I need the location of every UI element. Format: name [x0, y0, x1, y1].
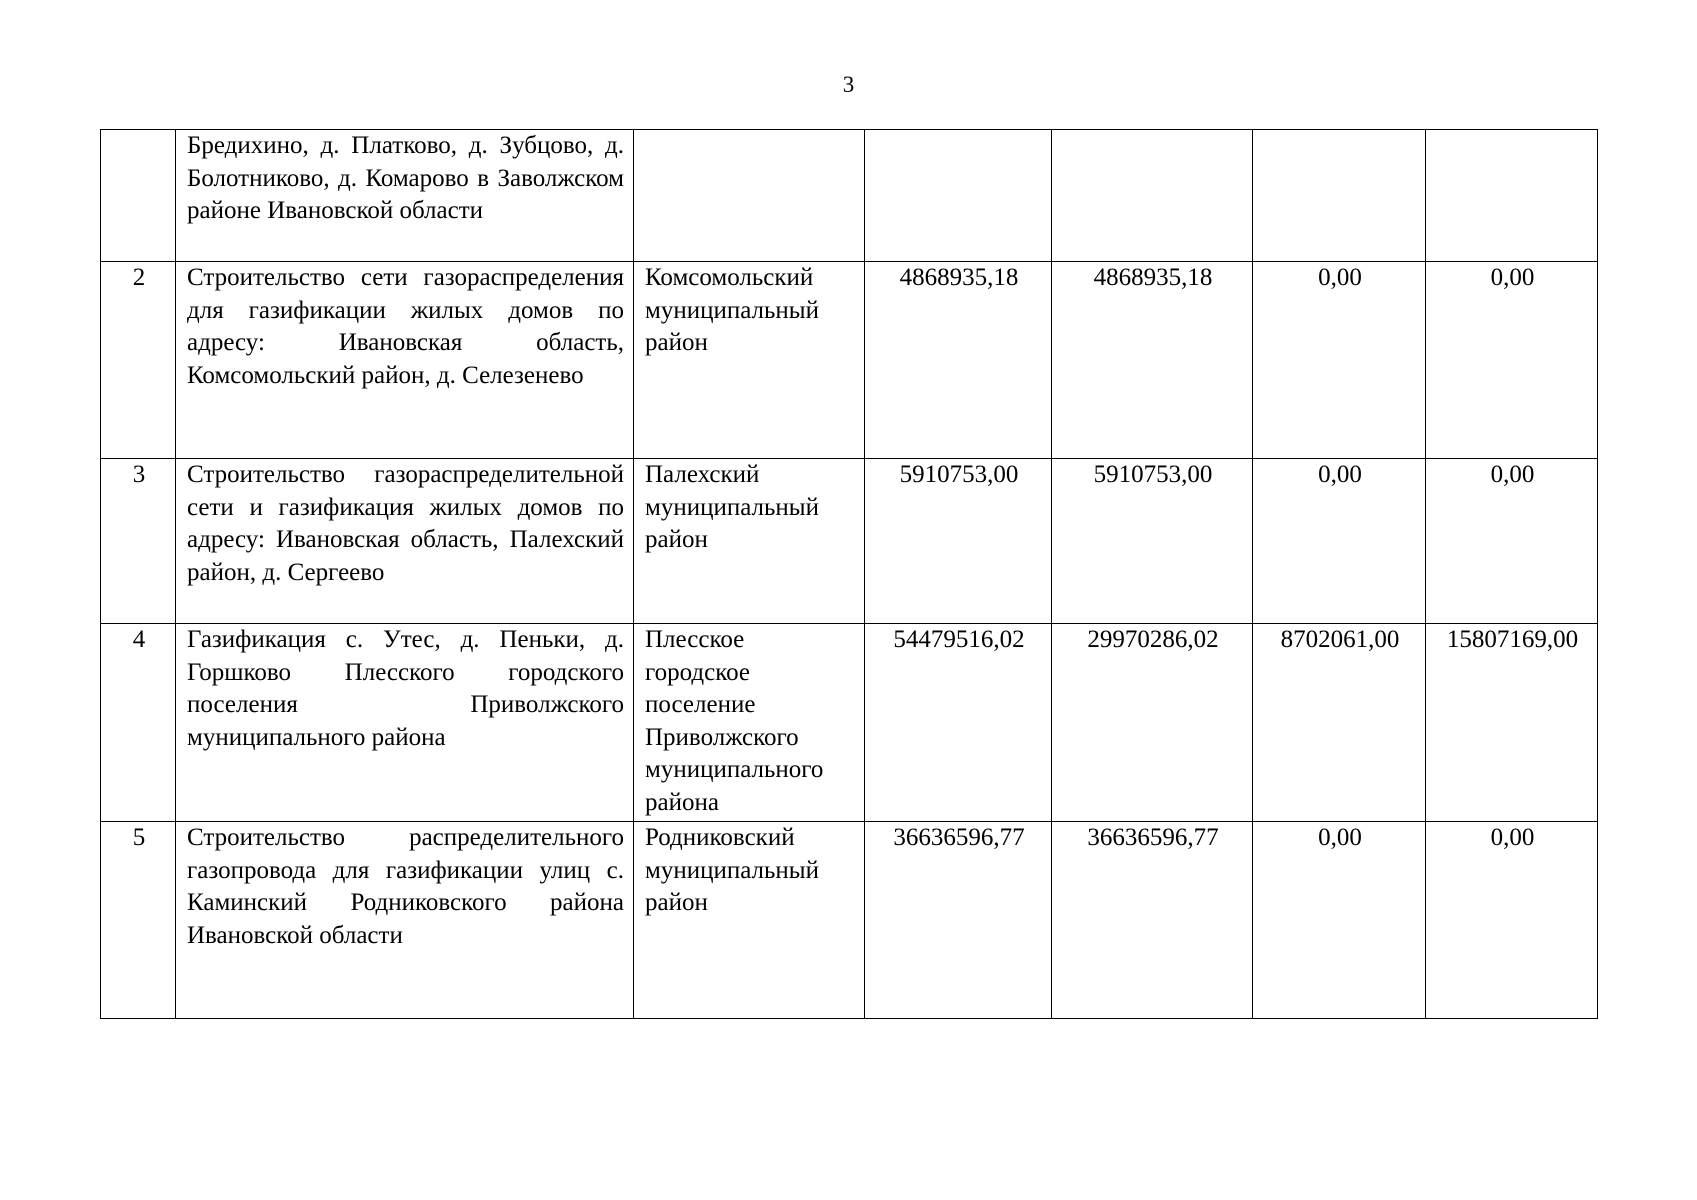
project-description: Строительство сети газораспределения для газификации жилых домов по адресу: Ивановская область, Комсомольский район, д. Селезенево	[176, 262, 634, 459]
amount-column-2: 5910753,00	[1052, 459, 1253, 624]
amount-column-3: 0,00	[1253, 459, 1426, 624]
project-description: Газификация с. Утес, д. Пеньки, д. Горшково Плесского городского поселения Приволжского муниципального района	[176, 624, 634, 822]
amount-column-4: 0,00	[1426, 822, 1598, 1019]
municipality-name: Комсомольский муниципальный район	[634, 262, 865, 459]
amount-column-4	[1426, 130, 1598, 262]
municipality-name: Плесское городское поселение Приволжского муниципального района	[634, 624, 865, 822]
project-description: Строительство газораспределительной сети и газификация жилых домов по адресу: Ивановская область, Палехский район, д. Сергеево	[176, 459, 634, 624]
amount-column-4: 0,00	[1426, 262, 1598, 459]
municipality-name	[634, 130, 865, 262]
table-row	[101, 130, 1598, 262]
gasification-projects-table	[100, 129, 1598, 1019]
amount-column-2: 4868935,18	[1052, 262, 1253, 459]
table-row	[101, 822, 1598, 1019]
row-number: 4	[101, 624, 176, 822]
amount-column-4: 0,00	[1426, 459, 1598, 624]
row-number	[101, 130, 176, 262]
amount-total: 5910753,00	[865, 459, 1052, 624]
project-description: Бредихино, д. Платково, д. Зубцово, д. Болотниково, д. Комарово в Заволжском районе Ивановской области	[176, 130, 634, 262]
amount-column-2: 36636596,77	[1052, 822, 1253, 1019]
amount-column-3: 8702061,00	[1253, 624, 1426, 822]
amount-column-3	[1253, 130, 1426, 262]
row-number: 3	[101, 459, 176, 624]
table-row	[101, 262, 1598, 459]
page-number: 3	[842, 72, 855, 97]
amount-column-2: 29970286,02	[1052, 624, 1253, 822]
amount-total: 54479516,02	[865, 624, 1052, 822]
amount-total: 4868935,18	[865, 262, 1052, 459]
amount-column-2	[1052, 130, 1253, 262]
amount-column-3: 0,00	[1253, 822, 1426, 1019]
row-number: 5	[101, 822, 176, 1019]
municipality-name: Палехский муниципальный район	[634, 459, 865, 624]
amount-column-3: 0,00	[1253, 262, 1426, 459]
project-description: Строительство распределительного газопровода для газификации улиц с. Каминский Родниковского района Ивановской области	[176, 822, 634, 1019]
table-row	[101, 459, 1598, 624]
amount-column-4: 15807169,00	[1426, 624, 1598, 822]
table-row	[101, 624, 1598, 822]
amount-total	[865, 130, 1052, 262]
amount-total: 36636596,77	[865, 822, 1052, 1019]
row-number: 2	[101, 262, 176, 459]
municipality-name: Родниковский муниципальный район	[634, 822, 865, 1019]
